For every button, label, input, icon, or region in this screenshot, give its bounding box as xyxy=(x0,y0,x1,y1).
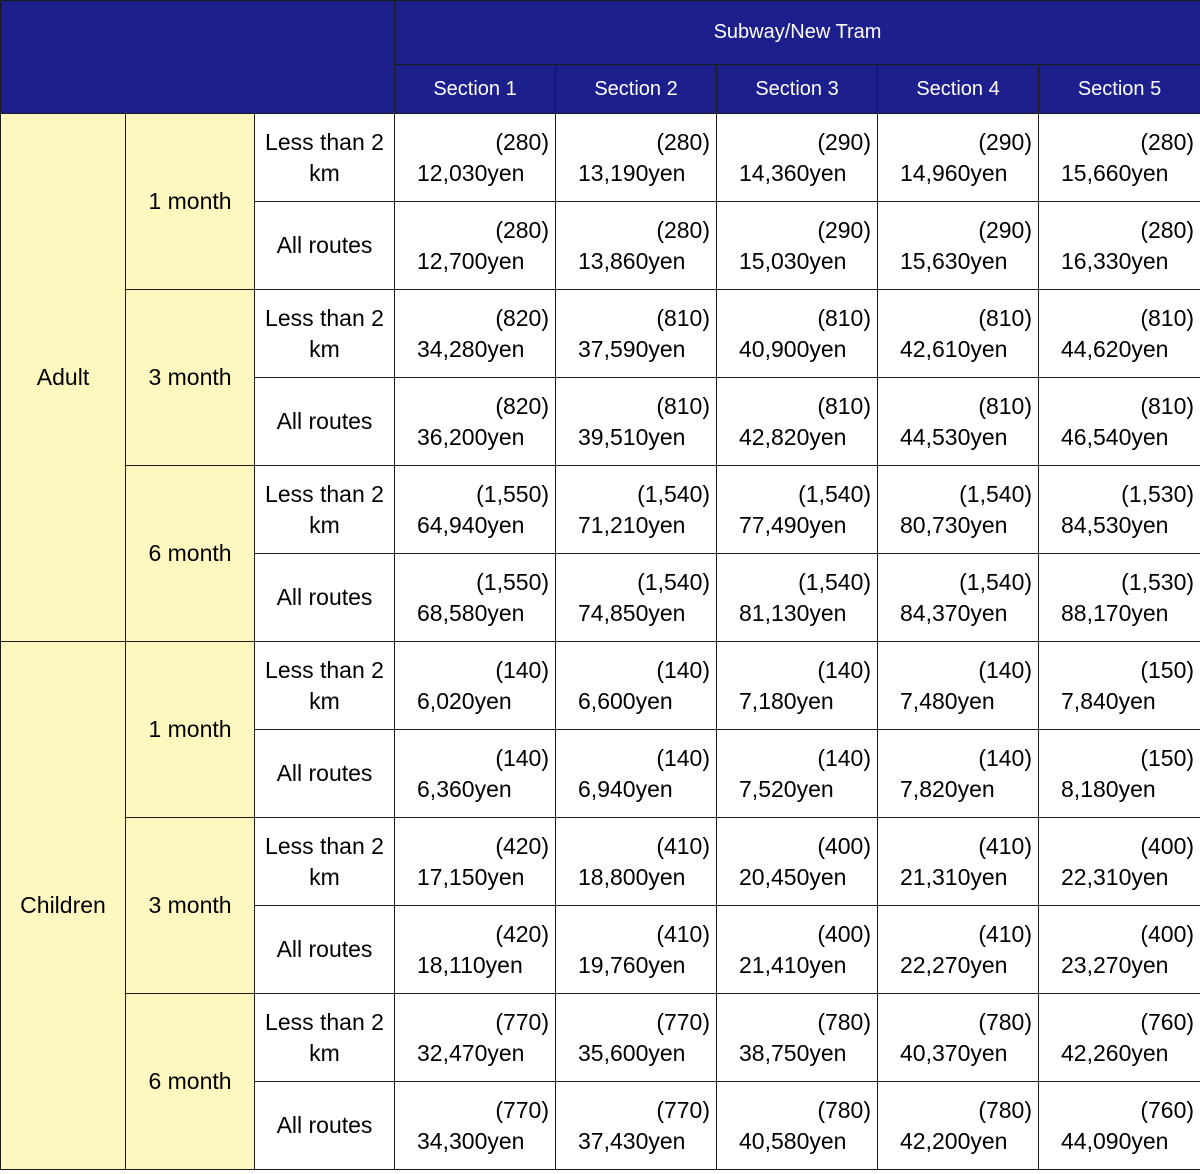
fare-cell xyxy=(556,554,717,642)
fare-price: 15,660yen xyxy=(1061,159,1169,186)
fare-price: 20,450yen xyxy=(739,863,847,890)
table-row xyxy=(1,114,1200,202)
fare-price: 15,030yen xyxy=(739,247,847,274)
route-label-text: Less than 2 km xyxy=(265,1008,384,1066)
route-label xyxy=(255,290,395,378)
fare-cell xyxy=(556,906,717,994)
period-label: 1 month xyxy=(126,642,255,818)
route-label-text: Less than 2 km xyxy=(265,656,384,714)
discount-value: (280) xyxy=(1140,128,1195,155)
route-label-text: Less than 2 km xyxy=(265,304,384,362)
header-blank-corner xyxy=(1,1,395,114)
fare-price: 21,310yen xyxy=(900,863,1008,890)
fare-price: 6,600yen xyxy=(578,687,673,714)
fare-price: 34,300yen xyxy=(417,1127,525,1154)
fare-price: 42,200yen xyxy=(900,1127,1008,1154)
fare-cell xyxy=(556,114,717,202)
route-label-text: Less than 2 km xyxy=(265,128,384,186)
route-label xyxy=(255,994,395,1082)
fare-cell xyxy=(878,290,1039,378)
route-label-text: All routes xyxy=(276,760,373,786)
fare-cell xyxy=(717,290,878,378)
fare-price: 68,580yen xyxy=(417,599,525,626)
fare-price: 64,940yen xyxy=(417,511,525,538)
fare-price: 35,600yen xyxy=(578,1039,686,1066)
discount-value: (280) xyxy=(656,128,711,155)
discount-value: (810) xyxy=(978,304,1033,331)
fare-cell xyxy=(1039,114,1200,202)
fare-cell xyxy=(878,906,1039,994)
fare-price: 6,940yen xyxy=(578,775,673,802)
discount-value: (770) xyxy=(656,1096,711,1123)
discount-value: (140) xyxy=(495,656,550,683)
discount-value: (410) xyxy=(656,832,711,859)
discount-value: (760) xyxy=(1140,1008,1195,1035)
discount-value: (820) xyxy=(495,304,550,331)
fare-cell xyxy=(556,1082,717,1170)
discount-value: (780) xyxy=(817,1008,872,1035)
fare-price: 8,180yen xyxy=(1061,775,1156,802)
route-label xyxy=(255,642,395,730)
discount-value: (810) xyxy=(817,392,872,419)
route-label xyxy=(255,114,395,202)
table-row xyxy=(1,290,1200,378)
fare-cell xyxy=(717,906,878,994)
fare-cell xyxy=(878,114,1039,202)
fare-cell xyxy=(878,466,1039,554)
discount-value: (810) xyxy=(656,392,711,419)
fare-price: 23,270yen xyxy=(1061,951,1169,978)
header-section-2: Section 2 xyxy=(556,65,717,114)
fare-price: 46,540yen xyxy=(1061,423,1169,450)
fare-cell xyxy=(717,114,878,202)
discount-value: (280) xyxy=(1140,216,1195,243)
fare-price: 6,360yen xyxy=(417,775,512,802)
fare-cell xyxy=(556,290,717,378)
header-group-label: Subway/New Tram xyxy=(395,1,1200,65)
period-label: 6 month xyxy=(126,466,255,642)
fare-price: 22,270yen xyxy=(900,951,1008,978)
discount-value: (820) xyxy=(495,392,550,419)
discount-value: (1,550) xyxy=(476,568,550,595)
fare-price: 6,020yen xyxy=(417,687,512,714)
fare-cell xyxy=(556,642,717,730)
header-section-3: Section 3 xyxy=(717,65,878,114)
fare-price: 17,150yen xyxy=(417,863,525,890)
fare-cell xyxy=(717,994,878,1082)
discount-value: (150) xyxy=(1140,656,1195,683)
fare-cell xyxy=(556,466,717,554)
fare-cell xyxy=(395,906,556,994)
fare-price: 7,180yen xyxy=(739,687,834,714)
fare-price: 77,490yen xyxy=(739,511,847,538)
route-label-text: All routes xyxy=(276,232,373,258)
discount-value: (410) xyxy=(978,920,1033,947)
fare-price: 18,110yen xyxy=(417,951,523,978)
fare-cell xyxy=(1039,554,1200,642)
fare-price: 14,960yen xyxy=(900,159,1008,186)
fare-cell xyxy=(878,202,1039,290)
fare-price: 84,530yen xyxy=(1061,511,1169,538)
fare-price: 7,820yen xyxy=(900,775,995,802)
fare-cell xyxy=(1039,994,1200,1082)
fare-cell xyxy=(1039,290,1200,378)
fare-cell xyxy=(1039,906,1200,994)
discount-value: (1,540) xyxy=(637,480,711,507)
fare-cell xyxy=(717,378,878,466)
fare-cell xyxy=(717,202,878,290)
fare-cell xyxy=(395,290,556,378)
fare-price: 32,470yen xyxy=(417,1039,525,1066)
discount-value: (1,530) xyxy=(1121,480,1195,507)
discount-value: (280) xyxy=(495,128,550,155)
discount-value: (810) xyxy=(1140,304,1195,331)
fare-cell xyxy=(878,730,1039,818)
discount-value: (280) xyxy=(495,216,550,243)
discount-value: (140) xyxy=(978,744,1033,771)
fare-cell xyxy=(556,994,717,1082)
fare-price: 18,800yen xyxy=(578,863,686,890)
discount-value: (780) xyxy=(817,1096,872,1123)
discount-value: (1,540) xyxy=(959,480,1033,507)
fare-cell xyxy=(1039,818,1200,906)
fare-cell xyxy=(878,642,1039,730)
route-label-text: Less than 2 km xyxy=(265,832,384,890)
header-section-1: Section 1 xyxy=(395,65,556,114)
discount-value: (140) xyxy=(495,744,550,771)
fare-cell xyxy=(556,730,717,818)
fare-cell xyxy=(717,466,878,554)
fare-cell xyxy=(717,730,878,818)
fare-cell xyxy=(395,730,556,818)
fare-cell xyxy=(395,554,556,642)
route-label xyxy=(255,554,395,642)
period-label: 3 month xyxy=(126,818,255,994)
discount-value: (780) xyxy=(978,1008,1033,1035)
discount-value: (140) xyxy=(656,744,711,771)
discount-value: (1,540) xyxy=(798,568,872,595)
fare-price: 19,760yen xyxy=(578,951,686,978)
discount-value: (400) xyxy=(817,832,872,859)
fare-cell xyxy=(878,1082,1039,1170)
period-label: 6 month xyxy=(126,994,255,1170)
table-row xyxy=(1,818,1200,906)
fare-price: 84,370yen xyxy=(900,599,1008,626)
fare-price: 74,850yen xyxy=(578,599,686,626)
fare-price: 36,200yen xyxy=(417,423,525,450)
discount-value: (1,540) xyxy=(959,568,1033,595)
fare-price: 88,170yen xyxy=(1061,599,1169,626)
fare-price: 15,630yen xyxy=(900,247,1008,274)
fare-price: 44,620yen xyxy=(1061,335,1169,362)
passenger-group-label: Adult xyxy=(1,114,126,642)
discount-value: (770) xyxy=(656,1008,711,1035)
discount-value: (410) xyxy=(978,832,1033,859)
table-row xyxy=(1,642,1200,730)
discount-value: (780) xyxy=(978,1096,1033,1123)
discount-value: (770) xyxy=(495,1008,550,1035)
discount-value: (810) xyxy=(656,304,711,331)
route-label xyxy=(255,202,395,290)
discount-value: (810) xyxy=(1140,392,1195,419)
fare-price: 42,260yen xyxy=(1061,1039,1169,1066)
fare-cell xyxy=(1039,378,1200,466)
discount-value: (400) xyxy=(1140,832,1195,859)
period-label: 1 month xyxy=(126,114,255,290)
discount-value: (150) xyxy=(1140,744,1195,771)
fare-price: 13,860yen xyxy=(578,247,686,274)
fare-price: 39,510yen xyxy=(578,423,686,450)
discount-value: (1,540) xyxy=(637,568,711,595)
discount-value: (140) xyxy=(656,656,711,683)
fare-cell xyxy=(395,466,556,554)
fare-cell xyxy=(717,554,878,642)
fare-price: 44,530yen xyxy=(900,423,1008,450)
fare-price: 44,090yen xyxy=(1061,1127,1169,1154)
fare-price: 40,900yen xyxy=(739,335,847,362)
fare-price: 7,840yen xyxy=(1061,687,1156,714)
fare-price: 34,280yen xyxy=(417,335,525,362)
route-label xyxy=(255,730,395,818)
fare-price: 71,210yen xyxy=(578,511,686,538)
fare-price: 7,520yen xyxy=(739,775,834,802)
fare-cell xyxy=(717,818,878,906)
fare-price: 81,130yen xyxy=(739,599,847,626)
discount-value: (810) xyxy=(817,304,872,331)
fare-cell xyxy=(395,378,556,466)
table-row xyxy=(1,994,1200,1082)
discount-value: (290) xyxy=(978,128,1033,155)
discount-value: (810) xyxy=(978,392,1033,419)
route-label-text: All routes xyxy=(276,1112,373,1138)
fare-price: 7,480yen xyxy=(900,687,995,714)
fare-cell xyxy=(395,202,556,290)
fare-price: 13,190yen xyxy=(578,159,686,186)
route-label xyxy=(255,378,395,466)
route-label xyxy=(255,1082,395,1170)
discount-value: (420) xyxy=(495,832,550,859)
route-label xyxy=(255,818,395,906)
fare-price: 42,820yen xyxy=(739,423,847,450)
fare-cell xyxy=(556,378,717,466)
discount-value: (290) xyxy=(817,216,872,243)
discount-value: (140) xyxy=(817,744,872,771)
route-label xyxy=(255,906,395,994)
discount-value: (1,540) xyxy=(798,480,872,507)
fare-price: 22,310yen xyxy=(1061,863,1169,890)
fare-cell xyxy=(717,642,878,730)
fare-price: 42,610yen xyxy=(900,335,1008,362)
fare-price: 14,360yen xyxy=(739,159,847,186)
fare-cell xyxy=(717,1082,878,1170)
header-section-4: Section 4 xyxy=(878,65,1039,114)
discount-value: (140) xyxy=(817,656,872,683)
fare-cell xyxy=(878,818,1039,906)
fare-price: 40,580yen xyxy=(739,1127,847,1154)
fare-cell xyxy=(878,994,1039,1082)
fare-cell xyxy=(395,642,556,730)
discount-value: (410) xyxy=(656,920,711,947)
discount-value: (760) xyxy=(1140,1096,1195,1123)
fare-price: 37,430yen xyxy=(578,1127,686,1154)
discount-value: (400) xyxy=(817,920,872,947)
fare-cell xyxy=(395,1082,556,1170)
fare-cell xyxy=(556,202,717,290)
fare-cell xyxy=(395,818,556,906)
route-label-text: All routes xyxy=(276,936,373,962)
discount-value: (1,550) xyxy=(476,480,550,507)
fare-cell xyxy=(1039,642,1200,730)
discount-value: (1,530) xyxy=(1121,568,1195,595)
route-label-text: Less than 2 km xyxy=(265,480,384,538)
fare-price: 38,750yen xyxy=(739,1039,847,1066)
discount-value: (140) xyxy=(978,656,1033,683)
fare-price: 40,370yen xyxy=(900,1039,1008,1066)
fare-cell xyxy=(878,378,1039,466)
header-section-5: Section 5 xyxy=(1039,65,1200,114)
fare-cell xyxy=(878,554,1039,642)
fare-price: 12,030yen xyxy=(417,159,525,186)
fare-cell xyxy=(1039,1082,1200,1170)
fare-cell xyxy=(395,994,556,1082)
fare-cell xyxy=(1039,466,1200,554)
discount-value: (290) xyxy=(817,128,872,155)
discount-value: (280) xyxy=(656,216,711,243)
fare-cell xyxy=(556,818,717,906)
fare-price: 80,730yen xyxy=(900,511,1008,538)
discount-value: (420) xyxy=(495,920,550,947)
fare-cell xyxy=(1039,730,1200,818)
route-label xyxy=(255,466,395,554)
fare-price: 21,410yen xyxy=(739,951,847,978)
route-label-text: All routes xyxy=(276,408,373,434)
fare-cell xyxy=(1039,202,1200,290)
route-label-text: All routes xyxy=(276,584,373,610)
table-row xyxy=(1,466,1200,554)
fare-cell xyxy=(395,114,556,202)
fare-price: 16,330yen xyxy=(1061,247,1169,274)
discount-value: (770) xyxy=(495,1096,550,1123)
discount-value: (400) xyxy=(1140,920,1195,947)
passenger-group-label: Children xyxy=(1,642,126,1170)
fare-price: 37,590yen xyxy=(578,335,686,362)
period-label: 3 month xyxy=(126,290,255,466)
fare-price: 12,700yen xyxy=(417,247,525,274)
discount-value: (290) xyxy=(978,216,1033,243)
